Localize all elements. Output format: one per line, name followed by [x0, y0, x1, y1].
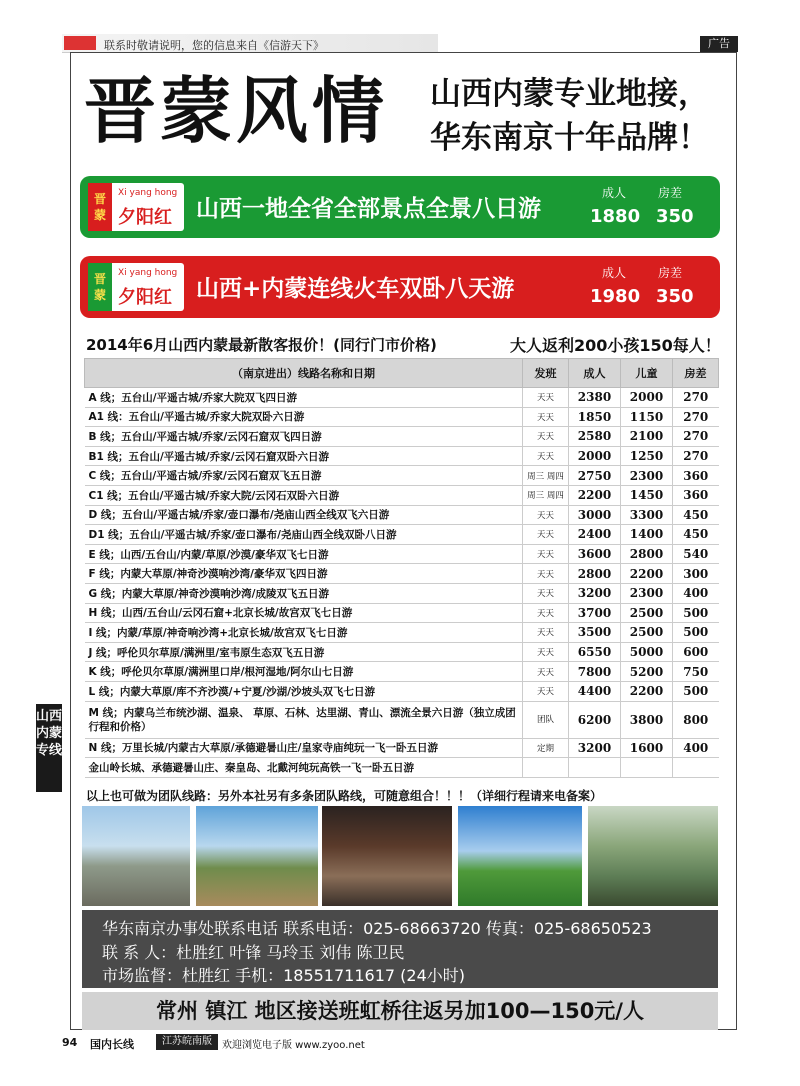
- adult-price-cell: 2380: [569, 388, 621, 408]
- adult-price-cell: 1850: [569, 407, 621, 427]
- adult-price-cell: 2800: [569, 564, 621, 584]
- adult-price: 1880: [590, 206, 641, 227]
- contact-box: [82, 910, 718, 988]
- child-price-cell: 2200: [621, 564, 673, 584]
- child-price-cell: 2000: [621, 388, 673, 408]
- departure-cell: 天天: [523, 583, 569, 603]
- adult-price-cell: 3600: [569, 544, 621, 564]
- departure-cell: 天天: [523, 662, 569, 682]
- section-name: 国内长线: [90, 1038, 134, 1051]
- room-price-cell: 400: [673, 738, 719, 758]
- table-row: [85, 642, 719, 662]
- route-cell: F 线；内蒙大草原/神奇沙漠响沙湾/豪华双飞四日游: [85, 564, 523, 584]
- photo-temple: [196, 806, 318, 906]
- room-price-cell: 540: [673, 544, 719, 564]
- table-row: [85, 544, 719, 564]
- route-cell: M 线；内蒙乌兰布统沙湖、温泉、 草原、石林、达里湖、青山、漂流全景六日游（独立成团行程和价格）: [85, 701, 523, 738]
- table-row: [85, 738, 719, 758]
- table-row: [85, 623, 719, 643]
- price-table: [84, 358, 719, 778]
- adult-price-cell: 4400: [569, 681, 621, 701]
- publication-logo: [64, 36, 96, 50]
- departure-cell: 天天: [523, 505, 569, 525]
- logo-name: 夕阳红: [118, 207, 172, 228]
- top-notice: 联系时敬请说明，您的信息来自《信游天下》: [104, 39, 324, 52]
- route-cell: 金山岭长城、承德避暑山庄、秦皇岛、北戴河纯玩高铁一飞一卧五日游: [85, 758, 523, 778]
- room-price-cell: 400: [673, 583, 719, 603]
- room-price-cell: 360: [673, 466, 719, 486]
- adult-price-cell: 6200: [569, 701, 621, 738]
- group-note: 以上也可做为团队线路：另外本社另有多条团队路线，可随意组合！！！（详细行程请来电备案）: [86, 789, 603, 803]
- table-row: [85, 466, 719, 486]
- route-cell: G 线；内蒙大草原/神奇沙漠响沙湾/成陵双飞五日游: [85, 583, 523, 603]
- col-route: （南京进出）线路名称和日期: [85, 359, 523, 388]
- logo-pinyin: Xi yang hong: [118, 268, 178, 278]
- departure-cell: 天天: [523, 564, 569, 584]
- child-price-cell: 3300: [621, 505, 673, 525]
- table-row: [85, 505, 719, 525]
- tour-banner-2: [80, 256, 720, 318]
- room-price: 350: [656, 286, 694, 307]
- departure-cell: 天天: [523, 681, 569, 701]
- departure-cell: 天天: [523, 427, 569, 447]
- adult-price-cell: 3200: [569, 583, 621, 603]
- route-cell: C1 线；五台山/平遥古城/乔家大院/云冈石双卧六日游: [85, 485, 523, 505]
- table-body: [85, 388, 719, 778]
- adult-price-cell: 2200: [569, 485, 621, 505]
- child-price-cell: 2500: [621, 603, 673, 623]
- route-cell: A 线；五台山/平遥古城/乔家大院双飞四日游: [85, 388, 523, 408]
- departure-cell: 天天: [523, 642, 569, 662]
- adult-price-cell: 3500: [569, 623, 621, 643]
- price-heading: 2014年6月山西内蒙最新散客报价！(同行门市价格): [86, 336, 437, 354]
- departure-cell: 天天: [523, 544, 569, 564]
- child-price-cell: 2800: [621, 544, 673, 564]
- rebate-note: 大人返利200小孩150每人！: [510, 336, 721, 355]
- adult-price-cell: 2750: [569, 466, 621, 486]
- departure-cell: 天天: [523, 525, 569, 545]
- route-cell: B 线；五台山/平遥古城/乔家/云冈石窟双飞四日游: [85, 427, 523, 447]
- child-price-cell: 5000: [621, 642, 673, 662]
- photo-lake-pavilion: [588, 806, 718, 906]
- edition-badge: 江苏皖南版: [156, 1034, 218, 1050]
- child-price-cell: 1600: [621, 738, 673, 758]
- departure-cell: 周三 周四: [523, 485, 569, 505]
- logo-red-block: 晋 蒙: [88, 183, 112, 231]
- adult-price: 1980: [590, 286, 641, 307]
- child-price-cell: 5200: [621, 662, 673, 682]
- tour-title: 山西一地全省全部景点全景八日游: [196, 196, 541, 222]
- slogan-line2: 华东南京十年品牌！: [430, 120, 709, 156]
- departure-cell: 天天: [523, 446, 569, 466]
- adult-price-cell: 3000: [569, 505, 621, 525]
- room-price-cell: 270: [673, 407, 719, 427]
- logo-red-block: 晋 蒙: [88, 263, 112, 311]
- child-price-cell: 2200: [621, 681, 673, 701]
- adult-price-cell: 3200: [569, 738, 621, 758]
- child-price-cell: 1400: [621, 525, 673, 545]
- tour-title: 山西+内蒙连线火车双卧八天游: [196, 276, 515, 302]
- xiyanghong-logo: [88, 183, 184, 231]
- route-cell: J 线；呼伦贝尔草原/满洲里/室韦原生态双飞五日游: [85, 642, 523, 662]
- route-cell: C 线；五台山/平遥古城/乔家/云冈石窟双飞五日游: [85, 466, 523, 486]
- room-price-cell: 500: [673, 603, 719, 623]
- contact-persons-line: 联 系 人：杜胜红 叶锋 马玲玉 刘伟 陈卫民: [102, 943, 405, 962]
- room-price-cell: 450: [673, 525, 719, 545]
- adult-price-cell: [569, 758, 621, 778]
- departure-cell: 团队: [523, 701, 569, 738]
- brand-title: 晋蒙风情: [84, 68, 389, 153]
- route-cell: I 线；内蒙/草原/神奇响沙湾+北京长城/故宫双飞七日游: [85, 623, 523, 643]
- table-row: [85, 583, 719, 603]
- route-cell: B1 线；五台山/平遥古城/乔家/云冈石窟双卧六日游: [85, 446, 523, 466]
- child-price-cell: 2500: [621, 623, 673, 643]
- departure-cell: [523, 758, 569, 778]
- col-adult: 成人: [569, 359, 621, 388]
- col-child: 儿童: [621, 359, 673, 388]
- table-header-row: [85, 359, 719, 388]
- adult-price-cell: 2400: [569, 525, 621, 545]
- photo-courtyard: [322, 806, 452, 906]
- departure-cell: 天天: [523, 603, 569, 623]
- table-row: [85, 603, 719, 623]
- adult-price-cell: 6550: [569, 642, 621, 662]
- table-row: [85, 446, 719, 466]
- child-price-cell: 1250: [621, 446, 673, 466]
- room-price-cell: 600: [673, 642, 719, 662]
- ad-label: 广告: [700, 36, 738, 52]
- table-row: [85, 485, 719, 505]
- route-cell: D 线；五台山/平遥古城/乔家/壶口瀑布/尧庙山西全线双飞六日游: [85, 505, 523, 525]
- child-price-cell: 2300: [621, 583, 673, 603]
- tour-banner-1: [80, 176, 720, 238]
- child-price-cell: [621, 758, 673, 778]
- room-label: 房差: [658, 186, 683, 200]
- departure-cell: 天天: [523, 388, 569, 408]
- child-price-cell: 3800: [621, 701, 673, 738]
- adult-price-cell: 2000: [569, 446, 621, 466]
- departure-cell: 定期: [523, 738, 569, 758]
- table-row: [85, 681, 719, 701]
- adult-price-cell: 7800: [569, 662, 621, 682]
- table-row: [85, 758, 719, 778]
- adult-price-cell: 2580: [569, 427, 621, 447]
- slogan-line1: 山西内蒙专业地接，: [430, 76, 709, 112]
- route-cell: D1 线；五台山/平遥古城/乔家/壶口瀑布/尧庙山西全线双卧八日游: [85, 525, 523, 545]
- page-number: 94: [62, 1036, 78, 1049]
- table-row: [85, 701, 719, 738]
- adult-label: 成人: [602, 186, 627, 200]
- route-cell: H 线；山西/五台山/云冈石窟+北京长城/故宫双飞七日游: [85, 603, 523, 623]
- side-tab: 山西内蒙专线: [36, 704, 62, 792]
- logo-name: 夕阳红: [118, 287, 172, 308]
- room-price: 350: [656, 206, 694, 227]
- room-price-cell: 450: [673, 505, 719, 525]
- table-row: [85, 564, 719, 584]
- adult-label: 成人: [602, 266, 627, 280]
- room-price-cell: 360: [673, 485, 719, 505]
- photo-pagoda: [82, 806, 190, 906]
- room-label: 房差: [658, 266, 683, 280]
- room-price-cell: 270: [673, 388, 719, 408]
- room-price-cell: 270: [673, 446, 719, 466]
- logo-pinyin: Xi yang hong: [118, 188, 178, 198]
- child-price-cell: 1150: [621, 407, 673, 427]
- contact-supervisor-line: 市场监督：杜胜红 手机：18551711617 (24小时): [102, 966, 465, 985]
- route-cell: E 线；山西/五台山/内蒙/草原/沙漠/豪华双飞七日游: [85, 544, 523, 564]
- room-price-cell: 500: [673, 623, 719, 643]
- room-price-cell: [673, 758, 719, 778]
- child-price-cell: 2100: [621, 427, 673, 447]
- room-price-cell: 500: [673, 681, 719, 701]
- table-row: [85, 525, 719, 545]
- room-price-cell: 750: [673, 662, 719, 682]
- pickup-banner: 常州 镇江 地区接送班虹桥往返另加100—150元/人: [82, 992, 718, 1030]
- room-price-cell: 270: [673, 427, 719, 447]
- table-row: [85, 407, 719, 427]
- route-cell: N 线；万里长城/内蒙古大草原/承德避暑山庄/皇家寺庙纯玩一飞一卧五日游: [85, 738, 523, 758]
- room-price-cell: 300: [673, 564, 719, 584]
- route-cell: A1 线：五台山/平遥古城/乔家大院双卧六日游: [85, 407, 523, 427]
- departure-cell: 天天: [523, 407, 569, 427]
- table-row: [85, 388, 719, 408]
- col-departure: 发班: [523, 359, 569, 388]
- room-price-cell: 800: [673, 701, 719, 738]
- child-price-cell: 2300: [621, 466, 673, 486]
- route-cell: L 线；内蒙大草原/库不齐沙漠/+宁夏/沙湖/沙坡头双飞七日游: [85, 681, 523, 701]
- child-price-cell: 1450: [621, 485, 673, 505]
- adult-price-cell: 3700: [569, 603, 621, 623]
- col-room: 房差: [673, 359, 719, 388]
- website-text: 欢迎浏览电子版 www.zyoo.net: [222, 1040, 365, 1051]
- table-row: [85, 427, 719, 447]
- xiyanghong-logo: [88, 263, 184, 311]
- table-row: [85, 662, 719, 682]
- contact-phone-line: 华东南京办事处联系电话 联系电话：025-68663720 传真：025-68650523: [102, 919, 652, 938]
- departure-cell: 周三 周四: [523, 466, 569, 486]
- route-cell: K 线；呼伦贝尔草原/满洲里口岸/根河湿地/阿尔山七日游: [85, 662, 523, 682]
- photo-grassland: [458, 806, 582, 906]
- departure-cell: 天天: [523, 623, 569, 643]
